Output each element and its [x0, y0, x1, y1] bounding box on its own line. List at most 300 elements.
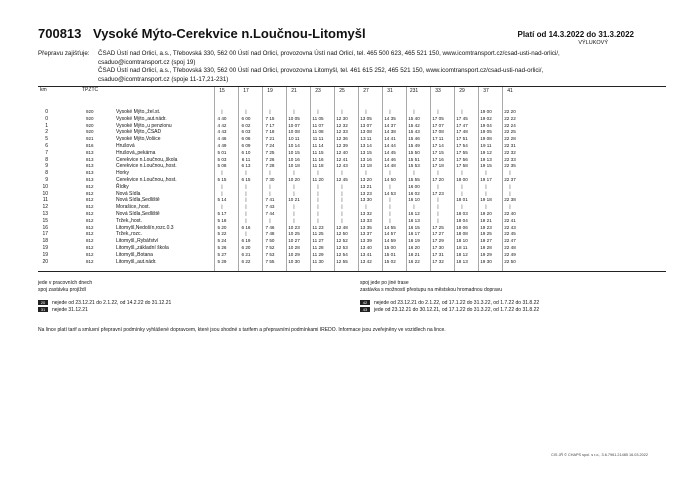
departure-time: 10 30 [288, 258, 300, 264]
departure-time: 17 11 [432, 136, 444, 142]
departure-time: 17 05 [432, 115, 444, 121]
departure-time: | [245, 197, 247, 203]
departure-time: 19 21 [480, 217, 492, 223]
departure-time: 11 14 [312, 143, 324, 148]
stop-tariff: 920 [86, 122, 94, 128]
departure-time: 7 24 [265, 143, 275, 148]
departure-time: 5 17 [217, 211, 227, 216]
stop-name: Nová Sídla,Sedliště [116, 211, 160, 217]
departure-time: 12 54 [336, 251, 348, 257]
stop-row [38, 225, 238, 232]
departure-time: | [293, 109, 295, 114]
departure-time: 7 52 [265, 245, 275, 250]
departure-time: 6 09 [241, 143, 251, 148]
departure-time: 12 39 [336, 143, 348, 148]
departure-time: 17 54 [456, 143, 468, 148]
departure-time: 22 38 [504, 197, 516, 203]
stop-row [38, 170, 238, 177]
departure-time: 11 18 [312, 163, 324, 169]
stop-km: 19 [42, 251, 48, 258]
stop-tariff: 812 [86, 190, 94, 196]
stop-km: 18 [42, 238, 48, 245]
departure-time: 13 15 [360, 149, 372, 155]
departure-time: 19 11 [480, 143, 492, 148]
departure-time: 19 18 [480, 197, 492, 203]
departure-time: | [269, 183, 271, 189]
departure-time: 5 08 [217, 163, 227, 169]
timetable [38, 86, 666, 272]
departure-time: 11 08 [312, 129, 324, 135]
stop-name: Cerekvice n.Loučnou,,host. [116, 177, 177, 183]
departure-time: 22 50 [504, 258, 516, 264]
departure-time: 19 23 [480, 224, 492, 230]
stop-name: Vysoké Mýto,,žel.st. [116, 109, 161, 115]
footer: CIS JŘ © CHAPS spol. s r.o., 3.6.7961.21485 16.03.2022 [551, 453, 648, 457]
departure-time: | [341, 217, 343, 223]
departure-time: | [389, 211, 391, 216]
stop-tariff: 812 [86, 231, 94, 237]
departure-time: 14 35 [384, 115, 396, 121]
stop-name: Vysoké Mýto,,u penzionu [116, 122, 172, 129]
departure-time: 17 20 [432, 177, 444, 182]
departure-time: 18 00 [456, 177, 468, 182]
departure-time: | [317, 109, 319, 114]
departure-time: | [221, 190, 223, 196]
departure-time: 17 14 [432, 143, 444, 148]
departure-time: 18 01 [456, 197, 468, 203]
departure-time: 17 16 [432, 156, 444, 162]
stop-tariff: 813 [86, 163, 94, 169]
departure-time: 6 20 [241, 245, 251, 250]
carriers-label: Přepravu zajišťuje: [38, 50, 90, 57]
stop-row [38, 136, 238, 143]
stop-km: 7 [45, 149, 48, 156]
trip-column [238, 87, 253, 271]
stop-tariff: 920 [86, 109, 94, 114]
stop-row [38, 109, 238, 116]
departure-time: | [461, 204, 463, 210]
departure-time: 19 17 [480, 177, 492, 182]
stop-name: Řídky [116, 183, 129, 190]
departure-time: 4 46 [217, 136, 227, 142]
departure-time: 16 20 [408, 245, 420, 250]
departure-time: 11 05 [312, 115, 324, 121]
departure-time: 10 11 [288, 136, 300, 142]
departure-time: 7 25 [265, 149, 275, 155]
departure-time: 5 01 [217, 149, 227, 155]
departure-time: 18 13 [456, 258, 468, 264]
stop-name: Horky [116, 170, 130, 177]
departure-time: 10 14 [288, 143, 300, 148]
departure-time: 18 03 [456, 211, 468, 216]
stop-row [38, 245, 238, 252]
legend-workdays: jede v pracovních dnech [38, 280, 93, 286]
departure-time: 22 24 [504, 122, 516, 128]
trip-number: 21 [291, 88, 297, 94]
departure-time: 4 40 [217, 115, 227, 121]
departure-time: 16 22 [408, 258, 420, 264]
stop-tariff: 812 [86, 224, 94, 230]
departure-time: 5 22 [217, 231, 227, 237]
departure-time: 16 13 [408, 217, 420, 223]
trip-column [214, 87, 229, 271]
departure-time: 11 27 [312, 238, 324, 244]
trip-column [286, 87, 301, 271]
departure-time: 10 07 [288, 122, 300, 128]
stop-km: 2 [45, 129, 48, 136]
legend-other-lines: spoj jede po jiné trase [360, 280, 409, 286]
departure-time: | [293, 217, 295, 223]
carriers-text [98, 50, 658, 84]
departure-time: 15 43 [408, 129, 420, 135]
departure-time: | [413, 170, 415, 176]
stop-row [38, 163, 238, 170]
departure-time: | [437, 204, 439, 210]
stop-row [38, 177, 238, 184]
departure-time: 14 44 [384, 143, 396, 148]
tp-header: TPZTČ [82, 87, 99, 93]
departure-time: 17 30 [432, 245, 444, 250]
departure-time: | [437, 183, 439, 189]
departure-time: 22 41 [504, 217, 516, 223]
departure-time: | [485, 190, 487, 196]
stop-km: 8 [45, 170, 48, 177]
trip-column [382, 87, 397, 271]
departure-time: 16 19 [408, 238, 420, 244]
stop-name: Hrušová [116, 143, 135, 149]
departure-time: | [245, 204, 247, 210]
departure-time: 16 17 [408, 231, 420, 237]
departure-time: 22 33 [504, 156, 516, 162]
departure-time: 5 18 [217, 217, 227, 223]
stop-tariff: 812 [86, 251, 94, 257]
stop-tariff: 813 [86, 177, 94, 182]
departure-time: | [245, 170, 247, 176]
departure-time: | [341, 190, 343, 196]
departure-time: 22 22 [504, 115, 516, 121]
departure-time: 7 30 [265, 177, 275, 182]
departure-time: 17 27 [432, 231, 444, 237]
stop-km: 20 [42, 258, 48, 265]
stop-km: 19 [42, 245, 48, 251]
departure-time: | [317, 217, 319, 223]
stop-name: Tržek,,host. [116, 217, 142, 224]
validity: Platí od 14.3.2022 do 31.3.2022 [517, 30, 634, 39]
departure-time: 15 51 [408, 156, 420, 162]
stop-row [38, 259, 238, 266]
departure-time: 16 10 [408, 197, 420, 203]
departure-time: 7 15 [265, 115, 275, 121]
departure-time: 7 53 [265, 251, 275, 257]
departure-time: 4 42 [217, 122, 227, 128]
departure-time: 17 07 [432, 122, 444, 128]
stop-name: Hrušová,,pekárna [116, 149, 156, 156]
departure-time: 5 27 [217, 251, 227, 257]
departure-time: 5 14 [217, 197, 227, 203]
departure-time: 10 08 [288, 129, 300, 135]
departure-time: | [269, 217, 271, 223]
departure-time: 22 37 [504, 177, 516, 182]
carrier-line: csaduo@icomtransport.cz (spoj 19) [98, 58, 196, 66]
departure-time: | [437, 170, 439, 176]
departure-time: 12 43 [336, 163, 348, 169]
departure-time: 7 41 [265, 197, 275, 203]
departure-time: 17 32 [432, 258, 444, 264]
trip-column [454, 87, 469, 271]
note-43: jede od 23.12.21 do 30.12.21, od 17.1.22 do 31.3.22, od 1.7.22 do 31.8.22 [374, 306, 540, 313]
departure-time: | [317, 183, 319, 189]
departure-time: 13 42 [360, 258, 372, 264]
trip-number: 231 [409, 88, 419, 94]
departure-time: 14 59 [384, 238, 396, 244]
departure-time: 6 22 [241, 258, 251, 264]
stop-name: Vysoké Mýto,Vošice [116, 136, 161, 143]
departure-time: 22 32 [504, 149, 516, 155]
departure-time: 19 02 [480, 115, 492, 121]
departure-time: 11 07 [312, 122, 324, 128]
departure-time: 17 08 [432, 129, 444, 135]
departure-time: 22 47 [504, 238, 516, 244]
departure-time: 13 39 [360, 238, 372, 244]
departure-time: 22 48 [504, 245, 516, 250]
stop-km: 1 [45, 122, 48, 129]
departure-time: | [221, 183, 223, 189]
departure-time: | [293, 211, 295, 216]
stop-tariff: 812 [86, 204, 94, 210]
departure-time: 10 23 [288, 224, 300, 230]
departure-time: 14 46 [384, 156, 396, 162]
departure-time: 13 07 [360, 122, 372, 128]
departure-time: 22 43 [504, 224, 516, 230]
departure-time: | [413, 109, 415, 114]
departure-time: 6 03 [241, 129, 251, 135]
stop-km: 12 [42, 204, 48, 211]
departure-time: | [389, 204, 391, 210]
departure-time: 18 10 [456, 238, 468, 244]
departure-time: 12 48 [336, 224, 348, 230]
departure-time: 6 13 [241, 163, 251, 169]
trip-column [478, 87, 493, 271]
departure-time: 13 08 [360, 129, 372, 135]
departure-time: 19 15 [480, 163, 492, 169]
departure-time: 19 04 [480, 122, 492, 128]
stop-tariff: 812 [86, 211, 94, 216]
departure-time: | [413, 204, 415, 210]
departure-time: | [221, 109, 223, 114]
departure-time: 17 55 [456, 149, 468, 155]
departure-time: 12 50 [336, 231, 348, 237]
departure-time: 13 16 [360, 156, 372, 162]
departure-time: 14 41 [384, 136, 396, 142]
departure-time: 22 25 [504, 129, 516, 135]
stop-row [38, 129, 238, 136]
departure-time: 11 29 [312, 251, 324, 257]
departure-time: 7 43 [265, 204, 275, 210]
departure-time: | [269, 170, 271, 176]
departure-time: | [341, 211, 343, 216]
stop-km: 6 [45, 143, 48, 149]
departure-time: | [293, 183, 295, 189]
departure-time: 6 19 [241, 238, 251, 244]
trip-number: 41 [507, 88, 513, 94]
stop-name: Litomyšl,,aut.nádr. [116, 258, 157, 265]
stop-row [38, 204, 238, 211]
departure-time: 10 18 [288, 163, 300, 169]
departure-time: 17 56 [456, 156, 468, 162]
legend-mhd: zastávka s možností přestupu na městskou hromadnou dopravu [360, 286, 503, 293]
trip-number: 31 [387, 88, 393, 94]
departure-time: 12 52 [336, 238, 348, 244]
departure-time: 7 21 [265, 136, 275, 142]
departure-time: 6 02 [241, 122, 251, 128]
departure-time: 17 48 [456, 129, 468, 135]
departure-time: | [269, 190, 271, 196]
departure-time: | [365, 170, 367, 176]
stop-km: 0 [45, 115, 48, 122]
departure-time: 19 29 [480, 251, 492, 257]
stop-row [38, 157, 238, 164]
trip-column [262, 87, 277, 271]
departure-time: 15 02 [384, 258, 396, 264]
departure-time: 10 20 [288, 177, 300, 182]
departure-time: 18 06 [456, 224, 468, 230]
legend-left [38, 280, 92, 293]
departure-time: 10 25 [288, 231, 300, 237]
departure-time: | [509, 204, 511, 210]
departure-time: 5 26 [217, 245, 227, 250]
departure-time: 7 55 [265, 258, 275, 264]
departure-time: | [485, 170, 487, 176]
departure-time: 13 32 [360, 211, 372, 216]
departure-time: 19 30 [480, 258, 492, 264]
trip-number: 37 [483, 88, 489, 94]
departure-time: 7 26 [265, 156, 275, 162]
stop-km: 13 [42, 211, 48, 217]
departure-time: 22 20 [504, 109, 516, 114]
trip-column [310, 87, 325, 271]
departure-time: | [317, 204, 319, 210]
departure-time: 15 55 [408, 177, 420, 182]
departure-time: 17 29 [432, 238, 444, 244]
departure-time: 4 43 [217, 129, 227, 135]
stop-tariff: 812 [86, 183, 94, 189]
departure-time: 18 08 [456, 231, 468, 237]
departure-time: 11 20 [312, 177, 324, 182]
departure-time: 13 37 [360, 231, 372, 237]
departure-time: | [389, 197, 391, 203]
stop-tariff: 813 [86, 170, 94, 176]
departure-time: 18 12 [456, 251, 468, 257]
stop-row [38, 116, 238, 123]
departure-time: 10 15 [288, 149, 300, 155]
departure-time: 13 14 [360, 143, 372, 148]
departure-time: | [245, 190, 247, 196]
stop-name: Litomyšl,Nedošín,rozc.0.3 [116, 224, 174, 231]
departure-time: 19 27 [480, 238, 492, 244]
stop-row [38, 252, 238, 259]
note-20: nejede od 23.12.21 do 2.1.22, od 14.2.22 do 31.12.21 [52, 300, 172, 306]
stop-tariff: 816 [86, 143, 94, 148]
departure-time: 17 25 [432, 224, 444, 230]
departure-time: 6 00 [241, 115, 251, 121]
stop-tariff: 812 [86, 258, 94, 264]
departure-time: | [245, 217, 247, 223]
departure-time: 7 46 [265, 224, 275, 230]
stop-row [38, 211, 238, 218]
departure-time: 7 44 [265, 211, 275, 216]
departure-time: 22 31 [504, 143, 516, 148]
stop-row [38, 218, 238, 225]
departure-time: 15 42 [408, 122, 420, 128]
departure-time: 4 49 [217, 143, 227, 148]
departure-time: 17 58 [456, 163, 468, 169]
departure-time: 14 48 [384, 163, 396, 169]
trip-number: 23 [315, 88, 321, 94]
departure-time: 11 16 [312, 156, 324, 162]
stop-name: Litomyšl,,Botana [116, 251, 153, 258]
departure-time: | [245, 231, 247, 237]
departure-time: 14 55 [384, 224, 396, 230]
stop-name: Tržek,,rozc. [116, 231, 142, 238]
badge-20: 20 [38, 300, 48, 305]
departure-time: 12 40 [336, 149, 348, 155]
departure-time: | [365, 109, 367, 114]
legend-right [360, 280, 502, 293]
stop-km: 11 [42, 197, 48, 204]
departure-time: 19 25 [480, 231, 492, 237]
departure-time: | [317, 170, 319, 176]
departure-time: 10 29 [288, 251, 300, 257]
departure-time: 12 45 [336, 177, 348, 182]
departure-time: 12 33 [336, 129, 348, 135]
departure-time: 16 21 [408, 251, 420, 257]
departure-time: 6 21 [241, 251, 251, 257]
departure-time: 17 23 [432, 190, 444, 196]
departure-time: 14 53 [384, 190, 396, 196]
departure-time: 7 17 [265, 122, 275, 128]
departure-time: 13 21 [360, 183, 372, 189]
departure-time: 14 37 [384, 122, 396, 128]
departure-time: 5 15 [217, 177, 227, 182]
departure-time: | [365, 204, 367, 210]
departure-time: 10 27 [288, 238, 300, 244]
departure-time: 17 51 [456, 136, 468, 142]
departure-time: 13 05 [360, 115, 372, 121]
stop-name: Nová Sídla,Sedliště [116, 197, 160, 204]
stop-tariff: 920 [86, 115, 94, 121]
stop-tariff: 812 [86, 238, 94, 244]
departure-time: 17 47 [456, 122, 468, 128]
departure-time: 22 35 [504, 163, 516, 169]
badge-43: 43 [360, 307, 370, 312]
note-42: nejede od 23.12.21 do 2.1.22, od 17.1.22 do 31.3.22, od 1.7.22 do 31.8.22 [374, 300, 540, 306]
departure-time: | [317, 211, 319, 216]
stop-km: 8 [45, 156, 48, 163]
departure-time: 17 31 [432, 251, 444, 257]
departure-time: 6 15 [241, 177, 251, 182]
trip-column [406, 87, 421, 271]
departure-time: | [293, 190, 295, 196]
carrier-line: ČSAD Ústí nad Orlicí, a.s., Třebovská 330, 562 00 Ústí nad Orlicí, provozovna Ústí nad Orlicí, tel. 465 500 623, 465 521 150, www.icomtransport.cz/csad-usti-nad-orlici/, [98, 50, 560, 57]
departure-time: 18 11 [456, 245, 468, 250]
departure-time: 5 24 [217, 238, 227, 244]
departure-time: 7 28 [265, 163, 275, 169]
departure-time: 17 15 [432, 149, 444, 155]
departure-time: 17 45 [456, 115, 468, 121]
departure-time: 11 30 [312, 258, 324, 264]
departure-time: 12 53 [336, 245, 348, 250]
departure-time: 15 50 [408, 149, 420, 155]
